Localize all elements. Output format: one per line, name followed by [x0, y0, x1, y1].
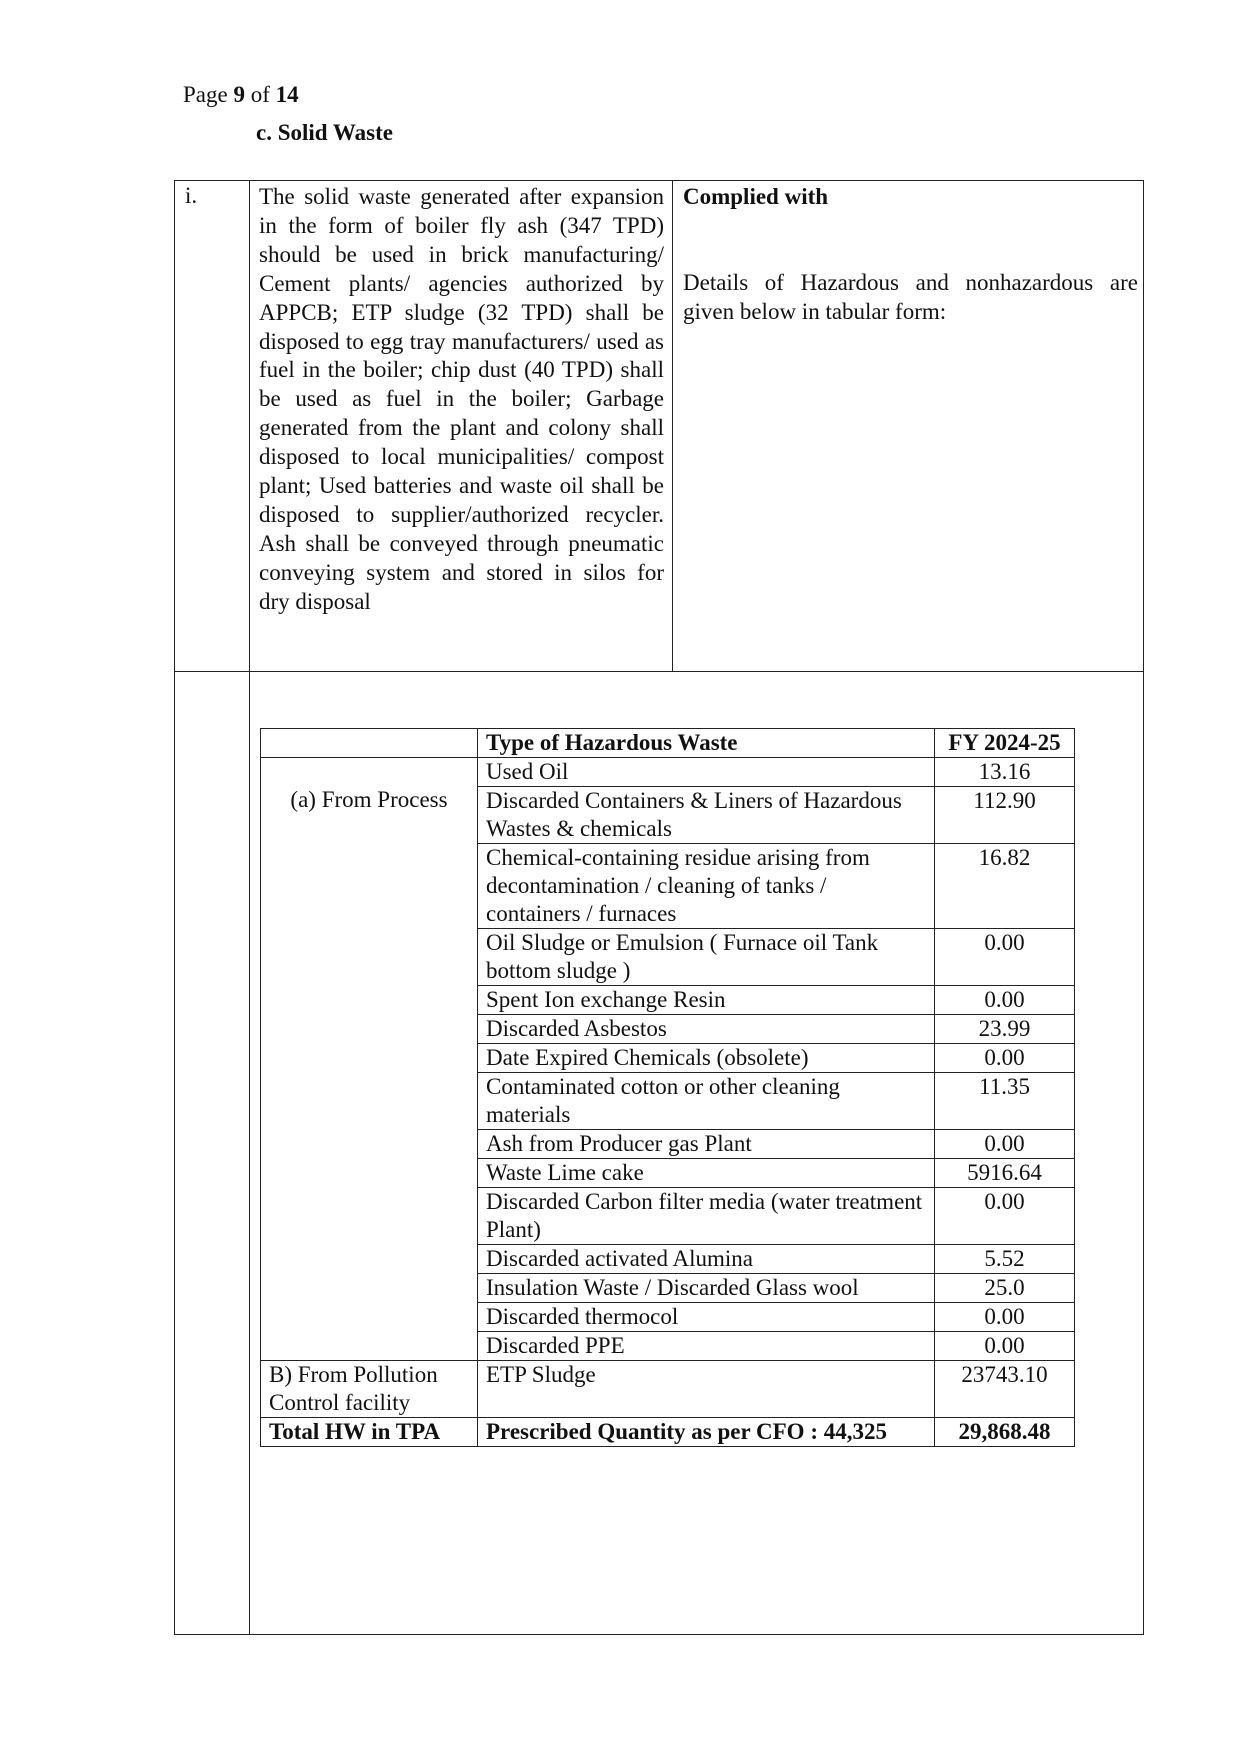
quantity-cell: 0.00 — [935, 1130, 1075, 1159]
waste-type-cell: Discarded Carbon filter media (water treatment Plant) — [478, 1188, 935, 1245]
waste-type-cell: Waste Lime cake — [478, 1159, 935, 1188]
quantity-cell: 25.0 — [935, 1274, 1075, 1303]
quantity-cell: 0.00 — [935, 986, 1075, 1015]
waste-type-cell: Spent Ion exchange Resin — [478, 986, 935, 1015]
status-detail: Details of Hazardous and nonhazardous are given below in tabular form: — [683, 269, 1138, 324]
total-label-cell: Total HW in TPA — [261, 1418, 478, 1447]
waste-type-cell: Discarded Containers & Liners of Hazardous Wastes & chemicals — [478, 787, 935, 844]
quantity-cell: 23743.10 — [935, 1361, 1075, 1418]
quantity-cell: 0.00 — [935, 929, 1075, 986]
header-type-cell: Type of Hazardous Waste — [478, 729, 935, 758]
hazardous-waste-table — [260, 728, 1075, 1447]
total-value-cell: 29,868.48 — [935, 1418, 1075, 1447]
group-label-cell: (a) From Process — [261, 758, 478, 1361]
waste-type-cell: Ash from Producer gas Plant — [478, 1130, 935, 1159]
quantity-cell: 0.00 — [935, 1332, 1075, 1361]
quantity-cell: 0.00 — [935, 1188, 1075, 1245]
waste-type-cell: Contaminated cotton or other cleaning materials — [478, 1073, 935, 1130]
waste-type-cell: Oil Sludge or Emulsion ( Furnace oil Tank bottom sludge ) — [478, 929, 935, 986]
table-row — [261, 758, 1075, 787]
status-heading: Complied with — [683, 184, 829, 209]
serial-number: i. — [185, 183, 198, 208]
group-label-cell: B) From Pollution Control facility — [261, 1361, 478, 1418]
waste-type-cell: Discarded thermocol — [478, 1303, 935, 1332]
waste-type-cell: Discarded Asbestos — [478, 1015, 935, 1044]
waste-type-cell: Date Expired Chemicals (obsolete) — [478, 1044, 935, 1073]
condition-text: The solid waste generated after expansion in the form of boiler fly ash (347 TPD) should be used in brick manufacturing/ Cement plants/ agencies authorized by APPCB; ETP sludge (32 TPD) shall be disposed to egg tray manufacturers/ used as fuel in the boiler; chip dust (40 TPD) shall be used as fuel in the boiler; Garbage generated from the plant and colony shall disposed to local municipalities/ compost plant; Used batteries and waste oil shall be disposed to supplier/authorized recycler. Ash shall be conveyed through pneumatic conveying system and stored in silos for dry disposal — [259, 184, 664, 614]
header-fy-cell: FY 2024-25 — [935, 729, 1075, 758]
waste-type-cell: Insulation Waste / Discarded Glass wool — [478, 1274, 935, 1303]
quantity-cell: 5.52 — [935, 1245, 1075, 1274]
quantity-cell: 5916.64 — [935, 1159, 1075, 1188]
page-number: Page 9 of 14 — [183, 82, 299, 107]
prescribed-quantity-cell: Prescribed Quantity as per CFO : 44,325 — [478, 1418, 935, 1447]
quantity-cell: 0.00 — [935, 1044, 1075, 1073]
section-title: c. Solid Waste — [256, 120, 393, 145]
waste-type-cell: ETP Sludge — [478, 1361, 935, 1418]
waste-type-cell: Discarded activated Alumina — [478, 1245, 935, 1274]
quantity-cell: 13.16 — [935, 758, 1075, 787]
waste-type-cell: Chemical-containing residue arising from decontamination / cleaning of tanks / containers / furnaces — [478, 844, 935, 929]
quantity-cell: 112.90 — [935, 787, 1075, 844]
column-divider — [672, 181, 673, 671]
compliance-status — [683, 183, 1138, 327]
total-row — [261, 1418, 1075, 1447]
waste-type-cell: Discarded PPE — [478, 1332, 935, 1361]
table-header-row — [261, 729, 1075, 758]
quantity-cell: 16.82 — [935, 844, 1075, 929]
header-blank-cell — [261, 729, 478, 758]
table-row — [261, 1361, 1075, 1418]
quantity-cell: 0.00 — [935, 1303, 1075, 1332]
quantity-cell: 23.99 — [935, 1015, 1075, 1044]
quantity-cell: 11.35 — [935, 1073, 1075, 1130]
waste-type-cell: Used Oil — [478, 758, 935, 787]
row-divider — [175, 671, 1143, 672]
column-divider — [249, 181, 250, 1634]
